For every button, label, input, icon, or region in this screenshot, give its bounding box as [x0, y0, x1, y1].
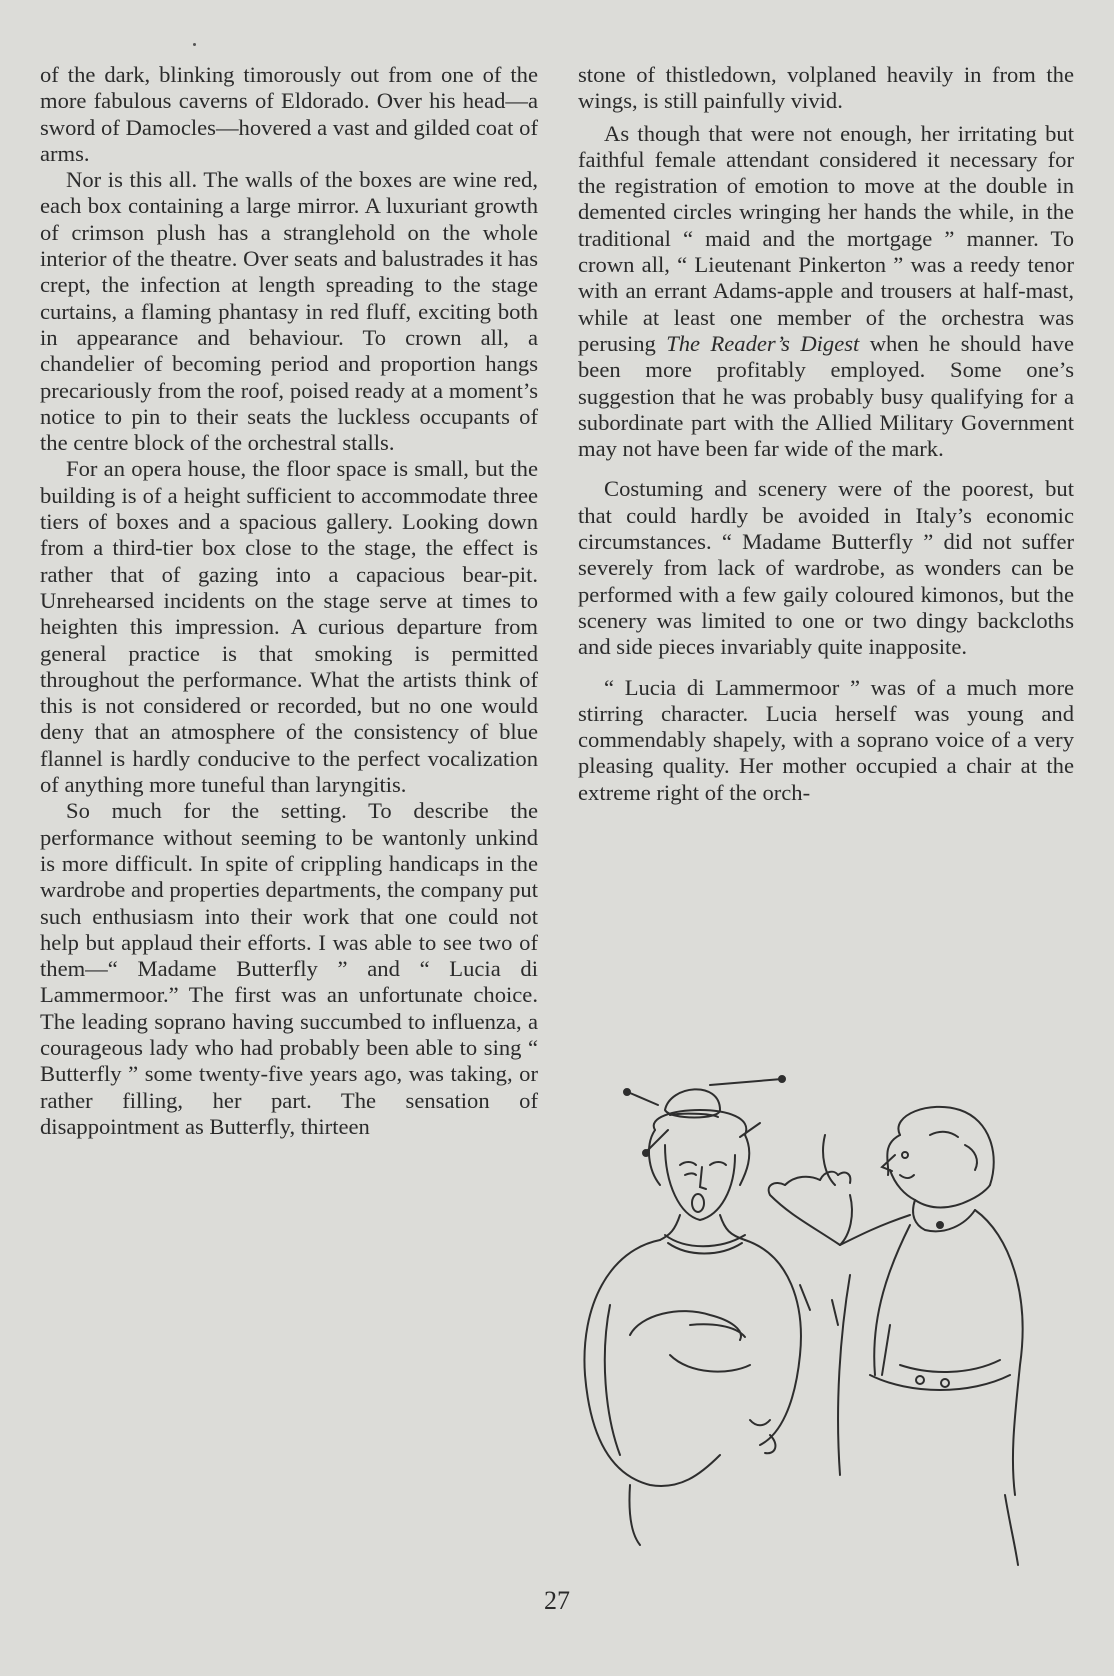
paragraph: stone of thistledown, volplaned heavily in from the wings, is still painfully vivid.: [578, 62, 1074, 114]
publication-title: The Reader’s Digest: [666, 330, 860, 356]
opera-singers-illustration: [570, 1075, 1060, 1575]
paragraph: “ Lucia di Lammermoor ” was of a much more stirring character. Lucia herself was young and commendably shapely, with a soprano voice of a very pleasing quality. Her mother occupied a chair at the extreme right of the orch-: [578, 674, 1074, 805]
paragraph: Costuming and scenery were of the poorest, but that could hardly be avoided in Italy’s economic circumstances. “ Madame Butterfly ” did not suffer severely from lack of wardrobe, as wonders can be performed with a few gaily coloured kimonos, but the scenery was limited to one or two dingy backcloths and side pieces invariably quite inapposite.: [578, 476, 1074, 660]
ink-speck: [193, 43, 196, 46]
paragraph: For an opera house, the floor space is small, but the building is of a height sufficient to accommodate three tiers of boxes and a spacious gallery. Looking down from a third-tier box close to the stage, the effect is rather that of gazing into a capacious bear-pit. Unrehearsed incidents on the stage serve at times to heighten this impression. A curious departure from general practice is that smoking is permitted throughout the performance. What the artists think of this is not considered or recorded, but no one would deny that an atmosphere of the consistency of blue flannel is hardly conducive to the perfect vocalization of anything more tuneful than laryngitis.: [40, 456, 538, 798]
right-column: [578, 62, 1074, 806]
paragraph: of the dark, blinking timorously out from one of the more fabulous caverns of Eldorado. Over his head—a sword of Damocles—hovered a vast and gilded coat of arms.: [40, 62, 538, 166]
text-run: As though that were not enough, her irritating but faithful female attendant considered it necessary for the registration of emotion to move at the double in demented circles wringing her hands the while, in the traditional “ maid and the mortgage ” manner. To crown all, “ Lieutenant Pinkerton ” was a reedy tenor with an errant Adams-apple and trousers at half-mast, while at least one member of the orchestra was perusing: [578, 120, 1074, 356]
paragraph: Nor is this all. The walls of the boxes are wine red, each box containing a large mirror. A luxuriant growth of crimson plush has a stranglehold on the whole interior of the theatre. Over seats and balustrades it has crept, the infection at length spreading to the stage curtains, a flaming phantasy in red fluff, exciting both in appearance and behaviour. To crown all, a chandelier of becoming period and proportion hangs precariously from the roof, poised ready at a moment’s notice to pin to their seats the luckless occupants of the centre block of the orchestral stalls.: [40, 167, 538, 456]
paragraph: So much for the setting. To describe the performance without seeming to be wantonly unkind is more difficult. In spite of crippling handicaps in the wardrobe and properties departments, the company put such enthusiasm into their work that one could not help but applaud their efforts. I was able to see two of them—“ Madame Butterfly ” and “ Lucia di Lammermoor.” The first was an unfortunate choice. The leading soprano having succumbed to influenza, a courageous lady who had probably been able to sing “ Butterfly ” some twenty-five years ago, was taking, or rather filling, her part. The sensation of disappointment as Butterfly, thirteen: [40, 798, 538, 1139]
text-run: when he should have been more profitably employed. Some one’s suggestion that he was probably busy qualifying for a subordinate part with the Allied Military Government may not have been far wide of the mark.: [578, 330, 1074, 462]
paragraph: [578, 121, 1074, 463]
left-column: [40, 62, 538, 1140]
page-number: 27: [544, 1586, 570, 1615]
